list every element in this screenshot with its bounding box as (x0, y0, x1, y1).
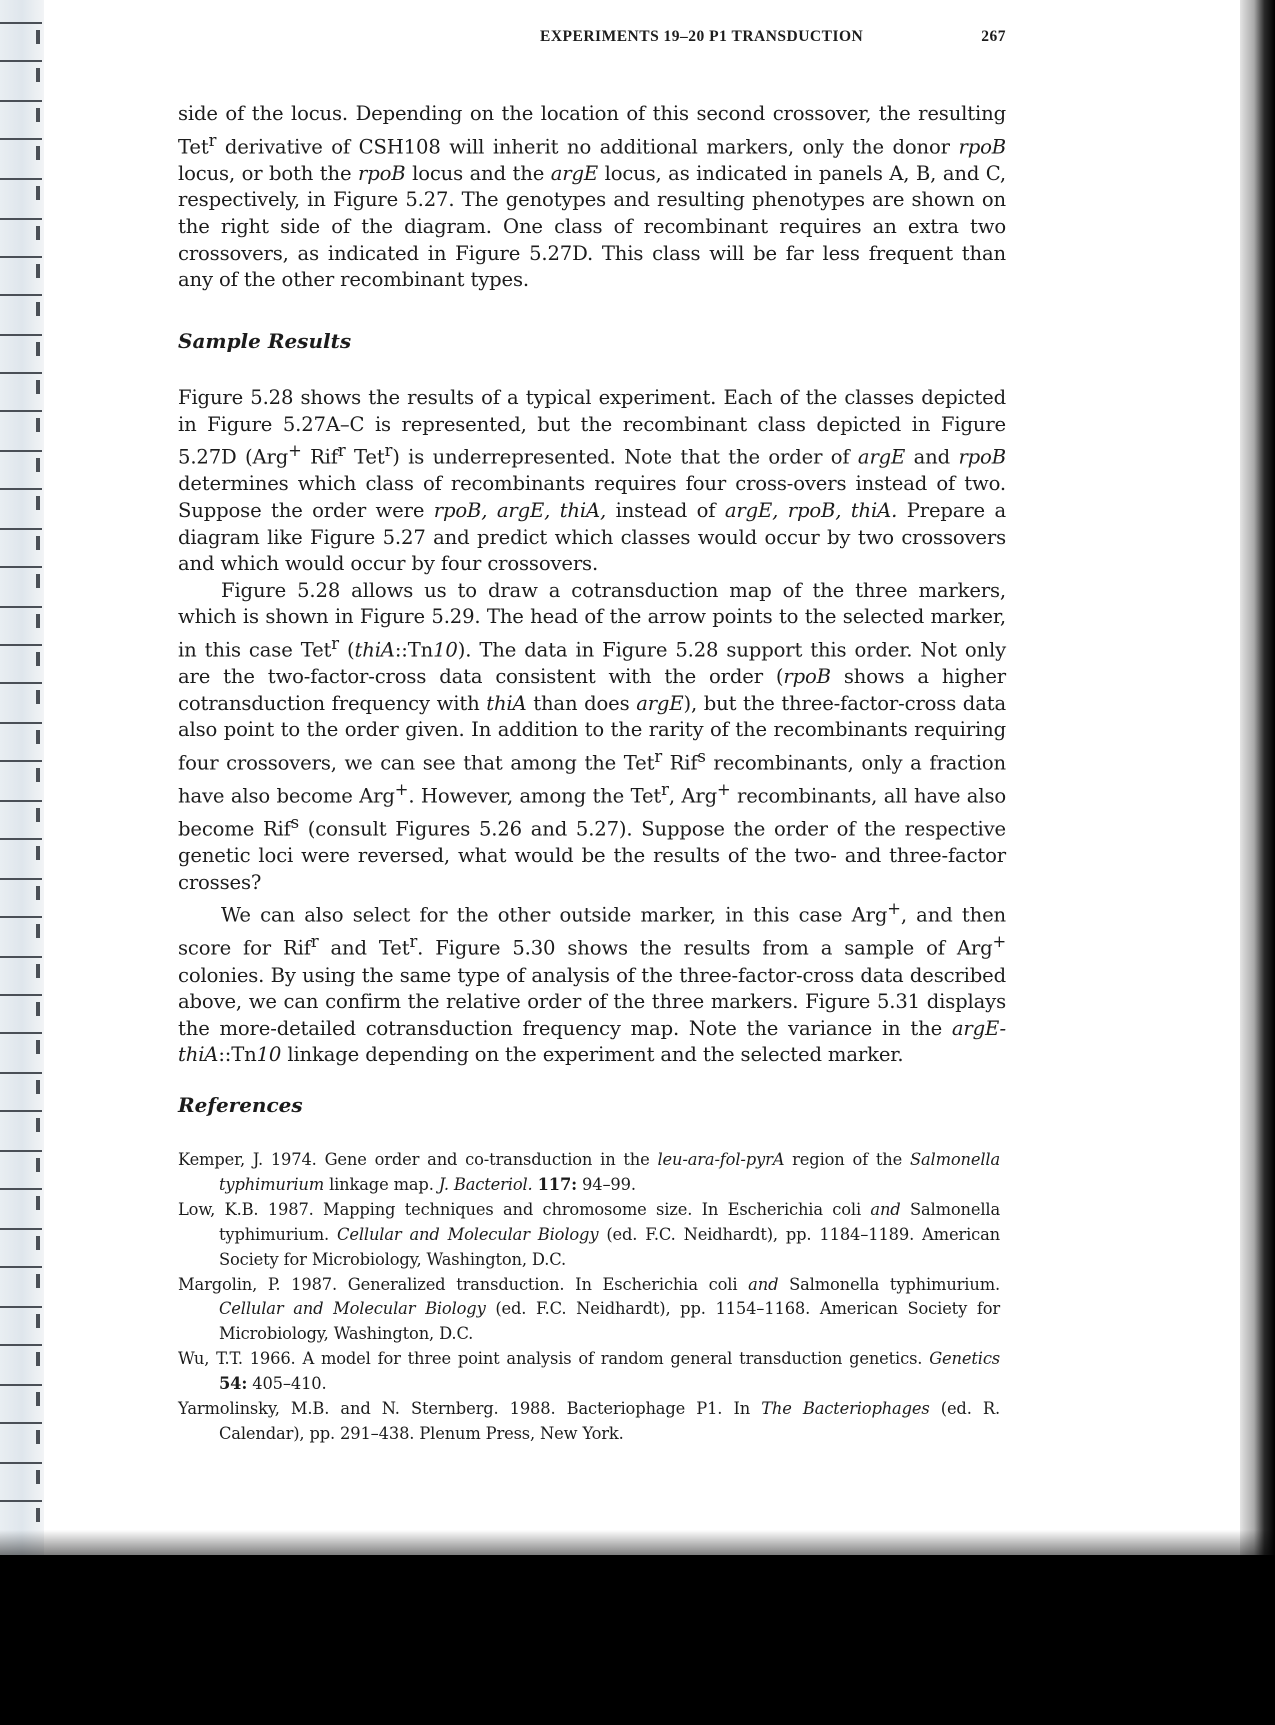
text-run: . Figure 5.30 shows the results from a sample of Arg (417, 937, 993, 960)
text-run: Kemper, J. 1974. Gene order and co-transduction in the (178, 1150, 658, 1169)
text-run: and (905, 445, 959, 469)
paragraph (178, 578, 1006, 897)
reference-entry (178, 1273, 1000, 1348)
text-run: Prepare a diagram like Figure 5.27 and predict which classes would occur by two crossovers and which would occur by four crossovers. (178, 498, 1007, 576)
gene-name: argE (550, 161, 599, 185)
italic-text: and (748, 1274, 779, 1294)
book-title: Cellular and Molecular Biology (219, 1299, 486, 1319)
gene-name: rpoB (958, 445, 1006, 469)
superscript: r (310, 932, 319, 952)
text-run: instead of (606, 498, 725, 522)
text-run: Rif (301, 445, 338, 469)
sample-results-body (178, 385, 1006, 1069)
text-run: Figure 5.28 allows us to draw a cotransduction map of the three markers, which is shown in Figure 5.29. The head of the arrow points to the selected marker, in this case Tet (178, 578, 1006, 662)
text-run: and Tet (318, 937, 410, 960)
superscript: r (331, 633, 339, 653)
text-run: We can also select for the other outside marker, in this case Arg (221, 903, 888, 927)
text-run: derivative of CSH108 will inherit no additional markers, only the donor (216, 135, 959, 159)
superscript: + (716, 779, 731, 799)
text-run: colonies. By using the same type of analysis of the three-factor-cross data described above, we can confirm the relative order of the three markers. Figure 5.31 displays the more-detailed cotransduction frequency map. Note the variance in the (178, 963, 1006, 1040)
text-run: linkage depending on the experiment and the selected marker. (281, 1043, 904, 1067)
text-run: Low, K.B. 1987. Mapping techniques and chromosome size. In Escherichia coli (178, 1199, 871, 1219)
paragraph (178, 896, 1006, 1069)
gene-name: thiA (354, 638, 395, 662)
superscript: + (394, 779, 409, 799)
gene-name: rpoB, argE, thiA, (433, 498, 607, 522)
superscript: r (661, 779, 669, 799)
section-heading-sample-results: Sample Results (178, 329, 352, 353)
text-run: Yarmolinsky, M.B. and N. Sternberg. 1988. Bacteriophage P1. In (178, 1399, 762, 1419)
gene-name: argE, rpoB, thiA. (724, 498, 898, 522)
superscript: r (208, 130, 217, 150)
gene-name: rpoB (958, 135, 1006, 159)
text-run: ( (338, 638, 355, 662)
text-run: (ed. F.C. Neidhardt), pp. 1184–1189. American Society for Microbiology, Washington, D.C. (219, 1224, 1000, 1269)
reference-entry (178, 1148, 1000, 1198)
journal-name: J. Bacteriol. (438, 1174, 533, 1194)
text-run: , Arg (668, 784, 717, 808)
book-title: Cellular and Molecular Biology (337, 1224, 599, 1244)
text-run: Rif (662, 751, 698, 775)
superscript: s (697, 746, 706, 766)
text-run: , and then score for Rif (178, 903, 1006, 960)
text-run: (ed. R. Calendar), pp. 291–438. Plenum Press, New York. (219, 1399, 1001, 1443)
superscript: + (288, 441, 302, 461)
text-run: ::Tn (394, 638, 434, 662)
text-run: ). The data in Figure 5.28 support this order. Not only are the two-factor-cross data consistent with the order ( (178, 638, 1007, 688)
text-run: 405–410. (247, 1374, 327, 1394)
superscript: r (654, 746, 662, 766)
volume-number: 117: (537, 1174, 577, 1194)
gene-name: rpoB (783, 665, 831, 688)
reference-entry (178, 1397, 1000, 1447)
gene-name: rpoB (358, 161, 406, 185)
text-run: Salmonella typhimurium. (778, 1274, 1001, 1294)
superscript: + (992, 932, 1007, 952)
section-heading-references: References (178, 1093, 303, 1117)
italic-text: and (870, 1199, 901, 1219)
paragraph-intro (178, 101, 1006, 294)
text-run: recombinants, only a fraction have also become Arg (178, 751, 1006, 808)
volume-number: 54: (219, 1374, 248, 1394)
superscript: r (384, 441, 393, 461)
text-run: ::Tn (218, 1043, 257, 1067)
paragraph (178, 385, 1006, 578)
text-run: than does (526, 691, 637, 715)
text-run: ), but the three-factor-cross data also point to the order given. In addition to the rarity of the recombinants requiring four crossovers, we can see that among the Tet (178, 691, 1006, 775)
reference-entry (178, 1347, 1000, 1397)
text-run: Tet (345, 445, 385, 469)
superscript: + (887, 899, 901, 919)
gene-name: argE-thiA (178, 1016, 1006, 1067)
book-title: The Bacteriophages (761, 1399, 930, 1419)
text-run: determines which class of recombinants requires four cross-overs instead of two. Suppose the order were (178, 472, 1006, 522)
text-run: 94–99. (577, 1174, 636, 1194)
text-run: side of the locus. Depending on the location of this second crossover, the resulting Tet (178, 102, 1006, 159)
text-run: locus and the (405, 161, 551, 185)
text-run: shows a higher cotransduction frequency with (178, 665, 1006, 715)
gene-name: thiA (486, 691, 527, 715)
text-run: region of the (784, 1150, 910, 1169)
transposon-number: 10 (433, 638, 458, 662)
reference-entry (178, 1198, 1000, 1273)
text-run: (ed. F.C. Neidhardt), pp. 1154–1168. American Society for Microbiology, Washington, D.C. (219, 1299, 1000, 1344)
text-run: (consult Figures 5.26 and 5.27). Suppose the order of the respective genetic loci were reversed, what would be the results of the two- and three-factor crosses? (178, 817, 1006, 894)
superscript: s (290, 813, 300, 833)
superscript: r (409, 932, 418, 952)
italic-text: leu-ara-fol-pyrA (657, 1150, 785, 1169)
text-run: linkage map. (324, 1174, 439, 1194)
paragraph (178, 101, 1006, 294)
text-run: . However, among the Tet (408, 784, 662, 808)
gene-name: argE (857, 445, 906, 469)
text-run: locus, as indicated in panels A, B, and C, respectively, in Figure 5.27. The genotypes and resulting phenotypes are shown on the right side of the diagram. One class of recombinant requires an extra two crossovers, as indicated in Figure 5.27D. This class will be far less frequent than any of the other recombinant types. (178, 161, 1006, 292)
text-run: locus, or both the (178, 161, 358, 185)
journal-name: Genetics (929, 1349, 1000, 1369)
running-head-title: EXPERIMENTS 19–20 P1 TRANSDUCTION (540, 28, 864, 45)
text-run: Wu, T.T. 1966. A model for three point analysis of random general transduction genetics. (178, 1349, 930, 1369)
text-run: recombinants, all have also become Rif (178, 784, 1007, 841)
transposon-number: 10 (256, 1043, 282, 1067)
scanner-background (0, 1555, 1275, 1725)
superscript: r (337, 441, 346, 461)
text-run: Salmonella typhimurium. (219, 1199, 1001, 1244)
gene-name: argE (636, 691, 684, 715)
text-run: ) is underrepresented. Note that the order of (392, 445, 858, 469)
reference-list (178, 1148, 1000, 1447)
text-run: Margolin, P. 1987. Generalized transduction. In Escherichia coli (178, 1274, 749, 1294)
text-run: Figure 5.28 shows the results of a typical experiment. Each of the classes depicted in Figure 5.27A–C is represented, but the recombinant class depicted in Figure 5.27D (Arg (178, 386, 1006, 469)
italic-text: Salmonella typhimurium (219, 1150, 1001, 1194)
page-number: 267 (981, 28, 1006, 45)
